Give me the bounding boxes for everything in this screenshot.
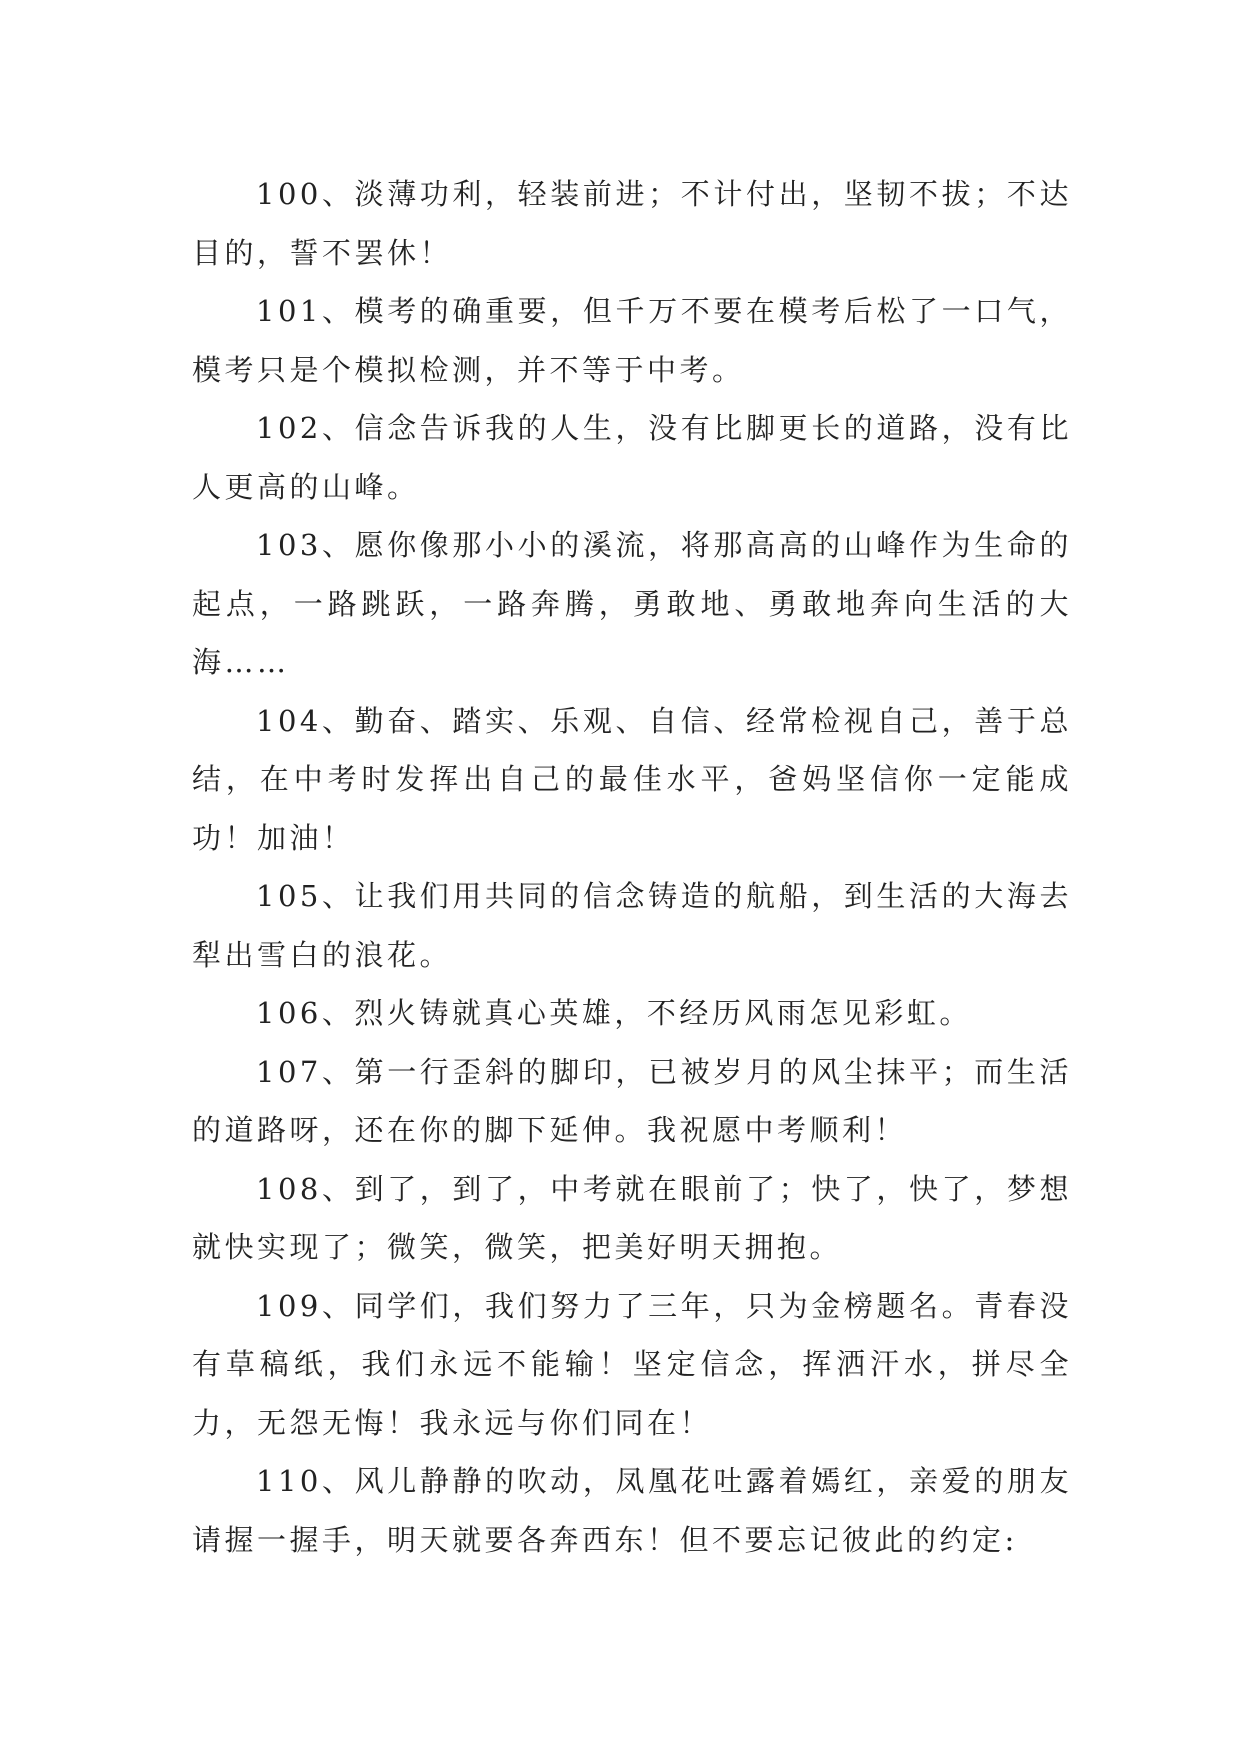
paragraph-108: 108、到了，到了，中考就在眼前了；快了，快了，梦想就快实现了；微笑，微笑，把美好明天拥抱。 — [192, 1171, 1072, 1264]
text-body — [192, 165, 1072, 1569]
paragraph-110: 110、风儿静静的吹动，凤凰花吐露着嫣红，亲爱的朋友请握一握手，明天就要各奔西东！但不要忘记彼此的约定: — [192, 1464, 1072, 1557]
paragraph-100: 100、淡薄功利，轻装前进；不计付出，坚韧不拔；不达目的，誓不罢休！ — [192, 177, 1072, 270]
paragraph-109: 109、同学们，我们努力了三年，只为金榜题名。青春没有草稿纸，我们永远不能输！坚定信念，挥洒汗水，拼尽全力，无怨无悔！我永远与你们同在！ — [192, 1288, 1072, 1440]
paragraph-106: 106、烈火铸就真心英雄，不经历风雨怎见彩虹。 — [256, 996, 972, 1030]
paragraph-107: 107、第一行歪斜的脚印，已被岁月的风尘抹平；而生活的道路呀，还在你的脚下延伸。我祝愿中考顺利！ — [192, 1054, 1072, 1147]
paragraph-101: 101、模考的确重要，但千万不要在模考后松了一口气，模考只是个模拟检测，并不等于中考。 — [192, 294, 1072, 387]
paragraph-104: 104、勤奋、踏实、乐观、自信、经常检视自己，善于总结，在中考时发挥出自己的最佳水平，爸妈坚信你一定能成功！加油！ — [192, 703, 1072, 855]
paragraph-105: 105、让我们用共同的信念铸造的航船，到生活的大海去犁出雪白的浪花。 — [192, 879, 1072, 972]
paragraph-102: 102、信念告诉我的人生，没有比脚更长的道路，没有比人更高的山峰。 — [192, 411, 1072, 504]
paragraph-103: 103、愿你像那小小的溪流，将那高高的山峰作为生命的起点，一路跳跃，一路奔腾，勇敢地、勇敢地奔向生活的大海…… — [192, 528, 1072, 679]
